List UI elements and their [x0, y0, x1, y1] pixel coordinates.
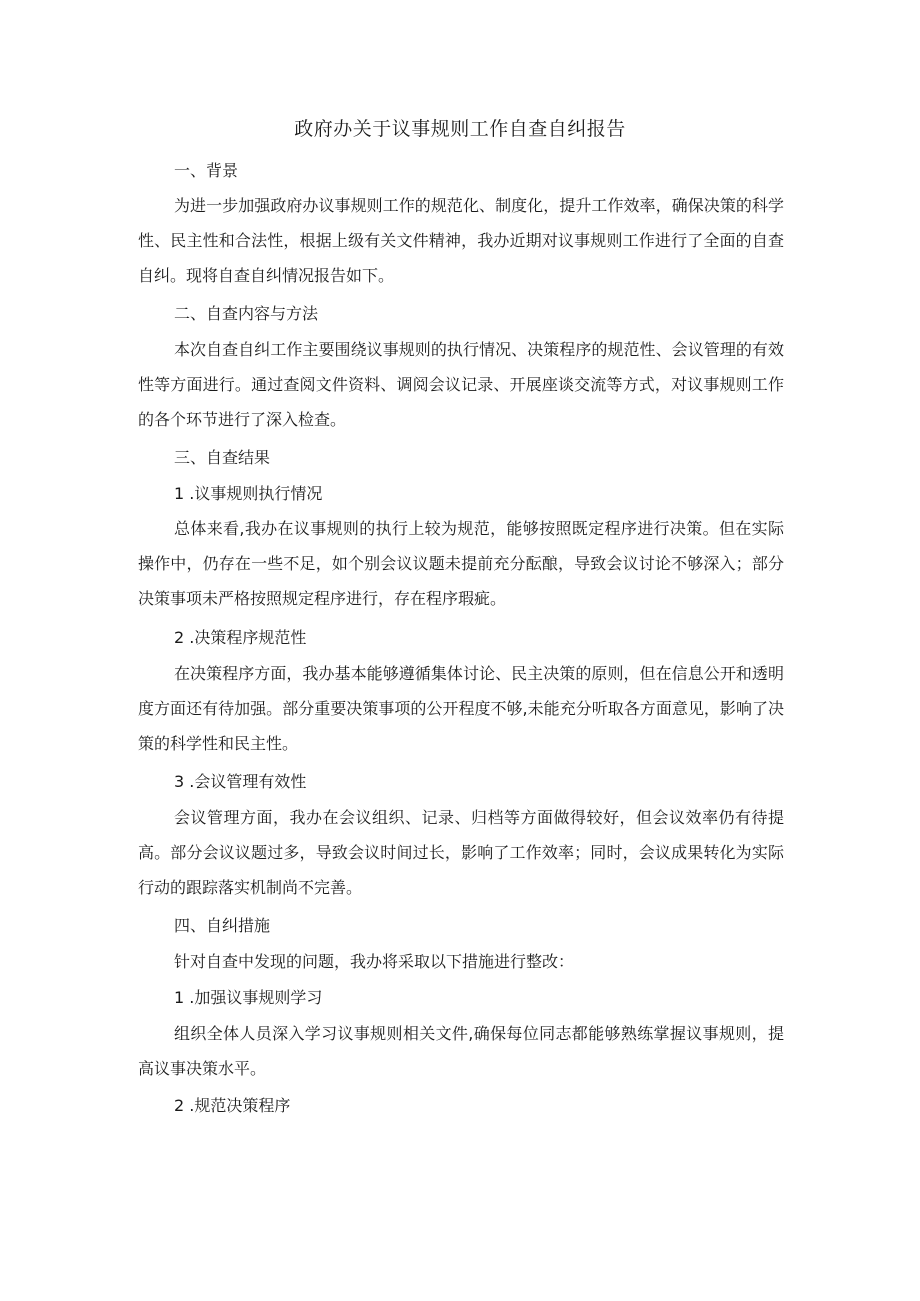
subheading-decision-procedure: 2 .决策程序规范性 [174, 628, 307, 647]
paragraph-decision-procedure: 在决策程序方面，我办基本能够遵循集体讨论、民主决策的原则，但在信息公开和透明度方面还有待加强。部分重要决策事项的公开程度不够,未能充分听取各方面意见，影响了决策的科学性和民主性。 [138, 664, 784, 753]
subheading-standardize-procedure: 2 .规范决策程序 [174, 1096, 291, 1115]
paragraph-strengthen-learning: 组织全体人员深入学习议事规则相关文件,确保每位同志都能够熟练掌握议事规则，提高议事决策水平。 [138, 1024, 784, 1078]
section-heading-content-method: 二、自查内容与方法 [174, 304, 319, 323]
paragraph-meeting-management: 会议管理方面，我办在会议组织、记录、归档等方面做得较好，但会议效率仍有待提高。部分会议议题过多，导致会议时间过长，影响了工作效率；同时，会议成果转化为实际行动的跟踪落实机制尚不完善。 [138, 808, 784, 897]
subheading-meeting-management: 3 .会议管理有效性 [174, 772, 307, 791]
document-title: 政府办关于议事规则工作自查自纠报告 [294, 118, 626, 140]
subheading-rule-execution: 1 .议事规则执行情况 [174, 484, 323, 503]
section-heading-corrective-measures: 四、自纠措施 [174, 916, 271, 935]
paragraph-measures-intro: 针对自查中发现的问题，我办将采取以下措施进行整改： [174, 952, 575, 971]
subheading-strengthen-learning: 1 .加强议事规则学习 [174, 988, 323, 1007]
section-heading-results: 三、自查结果 [174, 448, 271, 467]
paragraph-rule-execution: 总体来看,我办在议事规则的执行上较为规范，能够按照既定程序进行决策。但在实际操作中，仍存在一些不足，如个别会议议题未提前充分酝酿，导致会议讨论不够深入；部分决策事项未严格按照规定程序进行，存在程序瑕疵。 [138, 519, 784, 608]
paragraph-background: 为进一步加强政府办议事规则工作的规范化、制度化，提升工作效率，确保决策的科学性、民主性和合法性，根据上级有关文件精神，我办近期对议事规则工作进行了全面的自查自纠。现将自查自纠情况报告如下。 [138, 196, 784, 285]
paragraph-content-method: 本次自查自纠工作主要围绕议事规则的执行情况、决策程序的规范性、会议管理的有效性等方面进行。通过查阅文件资料、调阅会议记录、开展座谈交流等方式，对议事规则工作的各个环节进行了深入检查。 [138, 340, 784, 429]
section-heading-background: 一、背景 [174, 161, 239, 180]
